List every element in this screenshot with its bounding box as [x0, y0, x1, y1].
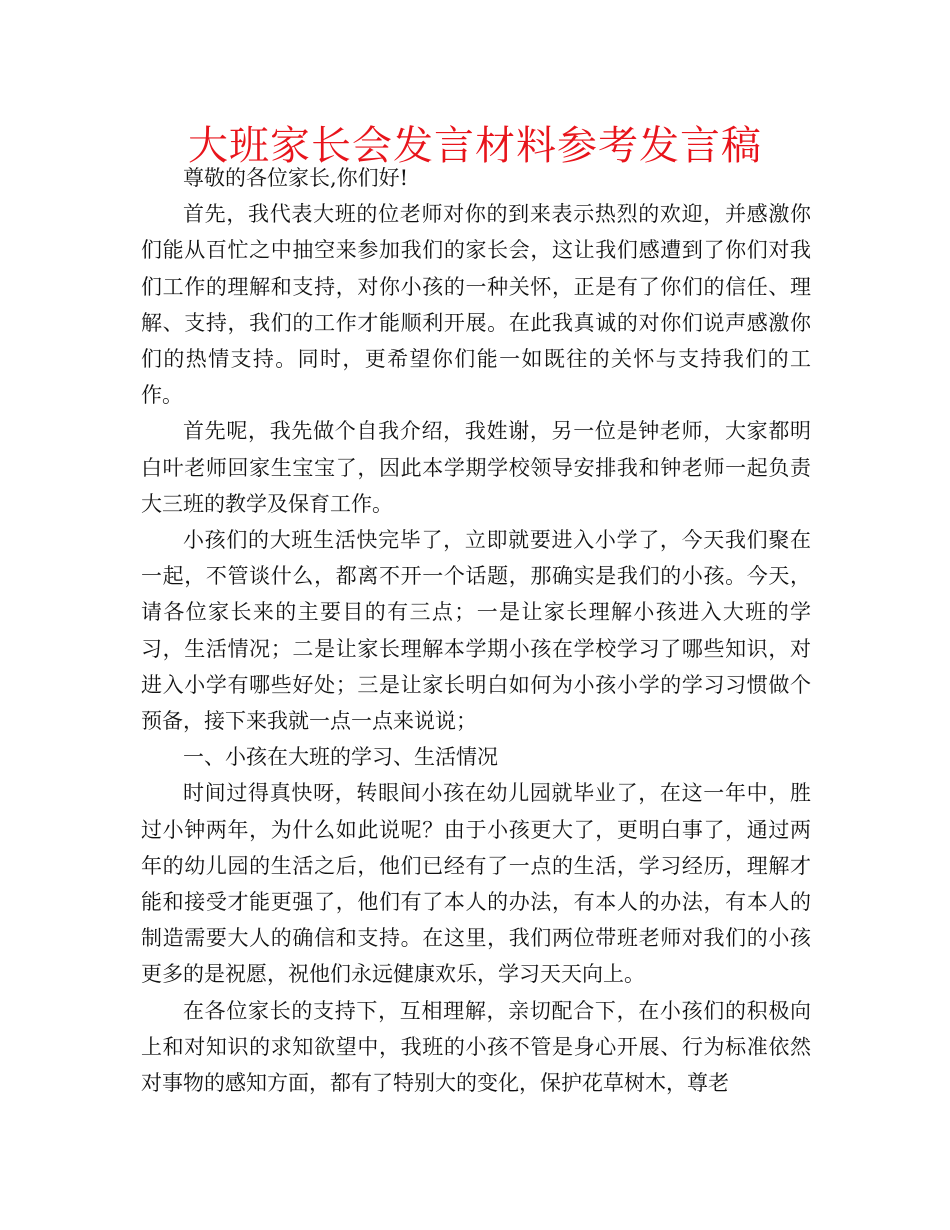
paragraph-class-life: 时间过得真快呀，转眼间小孩在幼儿园就毕业了，在这一年中，胜过小钟两年，为什么如此说呢？由于小孩更大了，更明白事了，通过两年的幼儿园的生活之后，他们已经有了一点的生活，学习经历，理解才能和接受才能更强了，他们有了本人的办法，有本人的办法，有本人的制造需要大人的确信和支持。在这里，我们两位带班老师对我们的小孩更多的是祝愿，祝他们永远健康欢乐，学习天天向上。: [141, 781, 811, 987]
paragraph-purpose: 小孩们的大班生活快完毕了，立即就要进入小学了，今天我们聚在一起，不管谈什么，都离不开一个话题，那确实是我们的小孩。今天，请各位家长来的主要目的有三点；一是让家长理解小孩进入大班的学习，生活情况；二是让家长理解本学期小孩在学校学习了哪些知识，对进入小学有哪些好处；三是让家长明白如何为小孩小学的学习习惯做个预备，接下来我就一点一点来说说；: [141, 528, 811, 734]
document-body: [141, 160, 811, 1101]
paragraph-introduction: 首先呢，我先做个自我介绍，我姓谢，另一位是钟老师，大家都明白叶老师回家生宝宝了，因此本学期学校领导安排我和钟老师一起负责大三班的教学及保育工作。: [141, 419, 811, 516]
paragraph-progress: 在各位家长的支持下，互相理解，亲切配合下，在小孩们的积极向上和对知识的求知欲望中，我班的小孩不管是身心开展、行为标准依然对事物的感知方面，都有了特别大的变化，保护花草树木，尊老: [141, 998, 811, 1096]
paragraph-greeting: 尊敬的各位家长,你们好!: [183, 166, 409, 190]
section-heading-1: 一、小孩在大班的学习、生活情况: [183, 745, 498, 770]
document-title: 大班家长会发言材料参考发言稿: [188, 123, 762, 169]
paragraph-welcome: 首先，我代表大班的位老师对你的到来表示热烈的欢迎，并感激你们能从百忙之中抽空来参加我们的家长会，这让我们感遭到了你们对我们工作的理解和支持，对你小孩的一种关怀，正是有了你们的信任、理解、支持，我们的工作才能顺利开展。在此我真诚的对你们说声感激你们的热情支持。同时，更希望你们能一如既往的关怀与支持我们的工作。: [141, 202, 811, 408]
